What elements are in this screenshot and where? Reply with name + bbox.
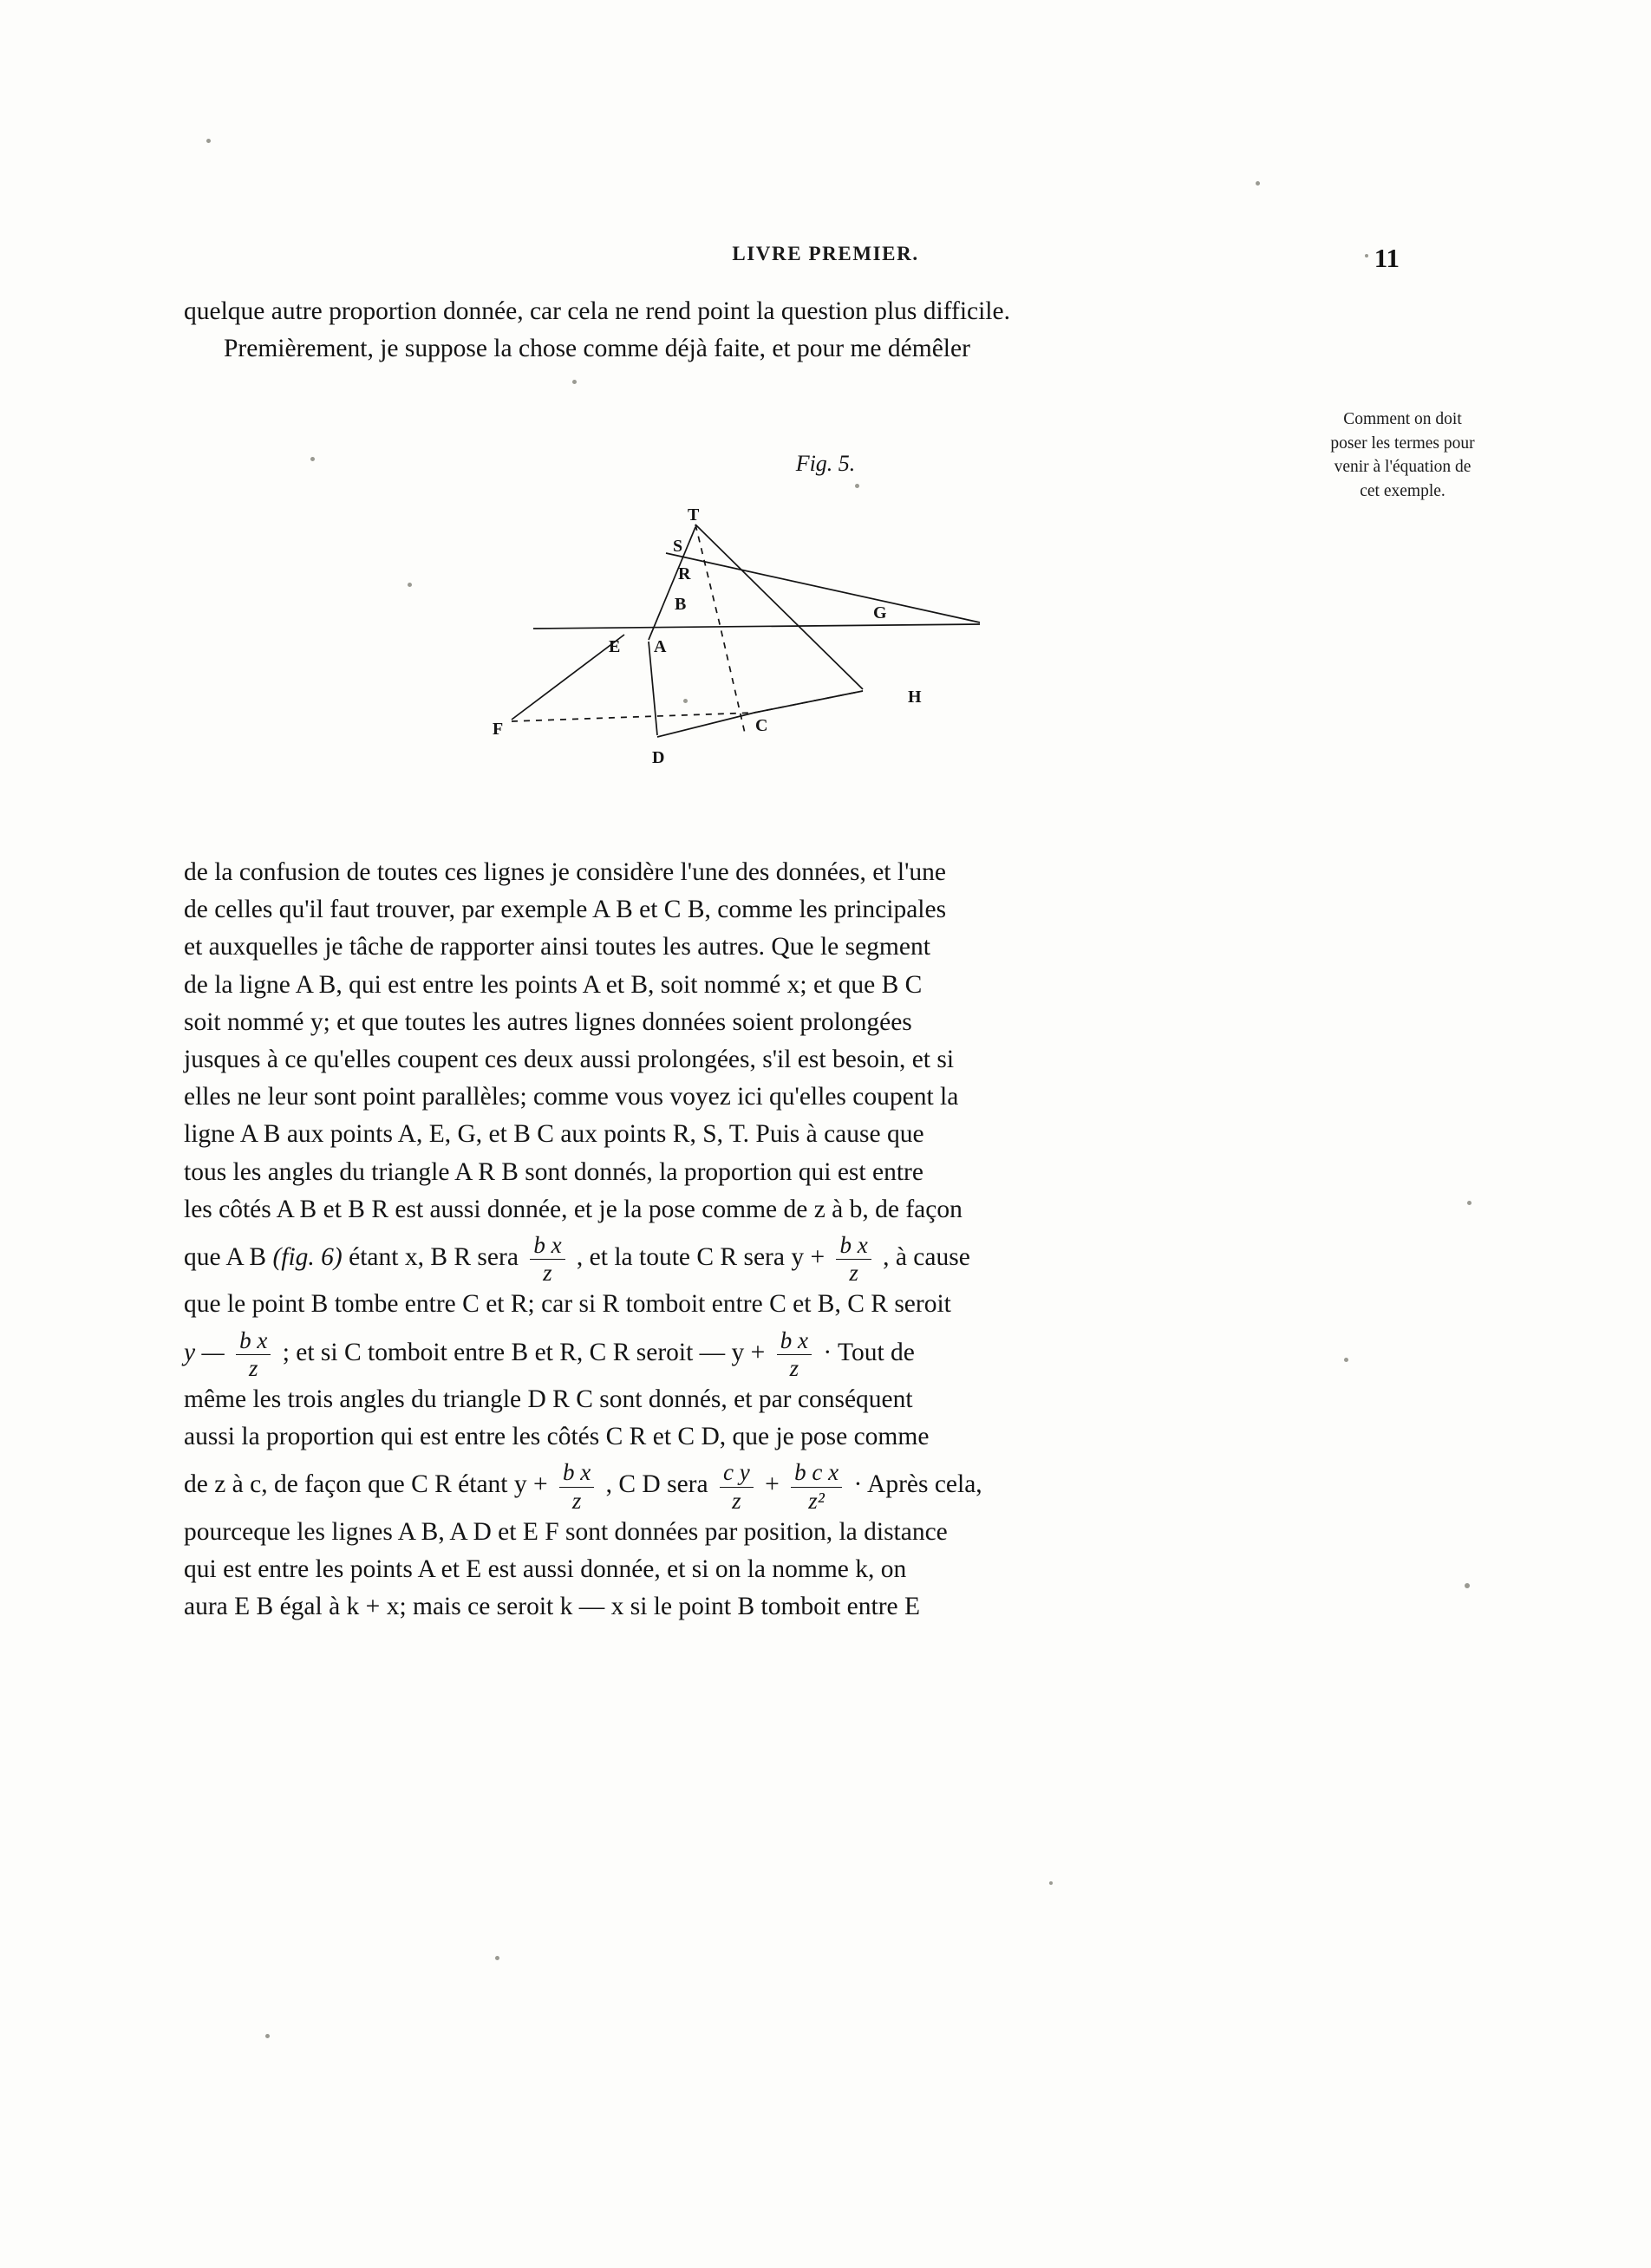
line-EG xyxy=(533,624,980,629)
fraction-bx-over-z xyxy=(530,1233,564,1286)
label-T: T xyxy=(688,505,700,525)
body-line: de la ligne A B, qui est entre les points A et B, soit nommé x; et que B C xyxy=(184,970,923,999)
top-paragraphs xyxy=(184,293,1294,368)
fraction-numerator: b x xyxy=(839,1231,868,1258)
line-TA xyxy=(649,527,695,640)
math-line-1 xyxy=(184,1228,1294,1286)
body-line: que le point B tombe entre C et R; car si R tomboit entre C et B, C R seroit xyxy=(184,1290,951,1319)
math-1-part-a: que A B xyxy=(184,1243,267,1272)
fraction-cy-over-z xyxy=(720,1460,754,1513)
fraction-bx-over-z xyxy=(559,1460,594,1513)
math-2-part-b: ; et si C tomboit entre B et R, C R seroit — y + xyxy=(282,1338,766,1366)
fraction-bx-over-z xyxy=(836,1233,871,1286)
scan-speck xyxy=(1465,1583,1470,1588)
body-line: soit nommé y; et que toutes les autres lignes données soient prolongées xyxy=(184,1007,912,1036)
fraction-denominator: z xyxy=(571,1487,582,1514)
line-TH xyxy=(695,525,863,689)
body-line: qui est entre les points A et E est aussi donnée, et si on la nomme k, on xyxy=(184,1554,907,1583)
fraction-numerator: b x xyxy=(239,1326,268,1353)
fraction-bcx-over-z2 xyxy=(791,1460,842,1513)
paragraph-2: Premièrement, je suppose la chose comme déjà faite, et pour me démêler xyxy=(224,335,970,363)
label-R: R xyxy=(678,564,691,583)
label-D: D xyxy=(652,748,665,767)
body-line: aussi la proportion qui est entre les côtés C R et C D, que je pose comme xyxy=(184,1423,930,1451)
line-SG xyxy=(666,553,980,622)
scan-speck xyxy=(495,1956,499,1960)
body-line: aura E B égal à k + x; mais ce seroit k — x si le point B tomboit entre E xyxy=(184,1593,921,1621)
scan-speck xyxy=(1344,1358,1348,1362)
math-1-part-b: étant x, B R sera xyxy=(349,1243,519,1272)
body-line: ligne A B aux points A, E, G, et B C aux points R, S, T. Puis à cause que xyxy=(184,1120,924,1149)
body-line: de celles qu'il faut trouver, par exemple A B et C B, comme les principales xyxy=(184,896,947,924)
paragraph-1: quelque autre proportion donnée, car cela ne rend point la question plus difficile. xyxy=(184,297,1010,325)
body-line: même les trois angles du triangle D R C sont donnés, et par conséquent xyxy=(184,1385,913,1413)
figure-5-drawing xyxy=(460,486,1067,832)
fraction-numerator: b x xyxy=(533,1231,562,1258)
math-3-part-d: · Après cela, xyxy=(853,1470,982,1499)
fraction-denominator: z xyxy=(543,1260,552,1287)
marginal-note: Comment on doit poser les termes pour venir à l'équation de cet exemple. xyxy=(1330,410,1475,501)
fraction-denominator: z xyxy=(732,1487,741,1514)
math-1-part-d: , à cause xyxy=(883,1243,970,1272)
body-line: elles ne leur sont point parallèles; comme vous voyez ici qu'elles coupent la xyxy=(184,1083,959,1111)
math-3-part-a: de z à c, de façon que C R étant y + xyxy=(184,1470,548,1499)
scan-speck xyxy=(855,484,859,488)
fraction-numerator: b x xyxy=(563,1459,591,1486)
body-line: et auxquelles je tâche de rapporter ainsi toutes les autres. Que le segment xyxy=(184,933,930,961)
fraction-denominator: z xyxy=(849,1260,858,1287)
label-F: F xyxy=(493,720,504,739)
fraction-numerator: b c x xyxy=(794,1459,839,1486)
scan-speck xyxy=(1365,254,1368,257)
scan-speck xyxy=(1256,181,1260,186)
figure-5 xyxy=(460,486,1067,832)
scan-speck xyxy=(206,139,211,143)
scan-speck xyxy=(1049,1881,1053,1885)
fraction-bx-over-z xyxy=(777,1328,812,1381)
math-2-part-a: y — xyxy=(184,1338,225,1366)
scan-speck xyxy=(265,2034,270,2038)
fraction-denominator: z xyxy=(789,1354,799,1381)
math-3-part-b: , C D sera xyxy=(605,1470,708,1499)
math-3-part-c: + xyxy=(765,1470,780,1499)
math-1-figref: (fig. 6) xyxy=(272,1243,343,1272)
scan-speck xyxy=(408,583,412,587)
line-EF xyxy=(512,635,624,720)
label-B: B xyxy=(675,595,687,614)
body-line: tous les angles du triangle A R B sont donnés, la proportion qui est entre xyxy=(184,1157,923,1186)
body-line: jusques à ce qu'elles coupent ces deux aussi prolongées, s'il est besoin, et si xyxy=(184,1046,955,1074)
label-S: S xyxy=(673,537,683,556)
body-line: de la confusion de toutes ces lignes je considère l'une des données, et l'une xyxy=(184,858,946,886)
fraction-denominator: z² xyxy=(808,1487,825,1514)
body-line: pourceque les lignes A B, A D et E F sont données par position, la distance xyxy=(184,1517,948,1546)
fraction-bx-over-z xyxy=(236,1328,271,1381)
figure-caption: Fig. 5. xyxy=(795,451,856,476)
body-line: les côtés A B et B R est aussi donnée, et je la pose comme de z à b, de façon xyxy=(184,1195,963,1223)
scan-speck xyxy=(683,699,688,703)
math-2-part-c: · Tout de xyxy=(823,1338,915,1366)
running-head: LIVRE PREMIER. xyxy=(732,243,919,264)
scan-speck xyxy=(572,380,577,384)
math-1-part-c: , et la toute C R sera y + xyxy=(576,1243,826,1272)
scan-speck xyxy=(1467,1201,1472,1205)
label-E: E xyxy=(609,637,621,656)
math-line-2 xyxy=(184,1324,1294,1381)
body-text xyxy=(184,854,1294,1626)
line-FH-dashed xyxy=(512,691,863,721)
label-G: G xyxy=(873,603,887,622)
fraction-numerator: b x xyxy=(780,1326,808,1353)
page-number: 11 xyxy=(1374,243,1400,273)
math-line-3 xyxy=(184,1456,1294,1513)
label-C: C xyxy=(755,716,768,735)
fraction-denominator: z xyxy=(248,1354,258,1381)
scan-speck xyxy=(310,457,315,461)
label-H: H xyxy=(908,688,922,707)
label-A: A xyxy=(654,637,667,656)
fraction-numerator: c y xyxy=(722,1459,750,1486)
line-TD-dashed xyxy=(695,525,746,737)
